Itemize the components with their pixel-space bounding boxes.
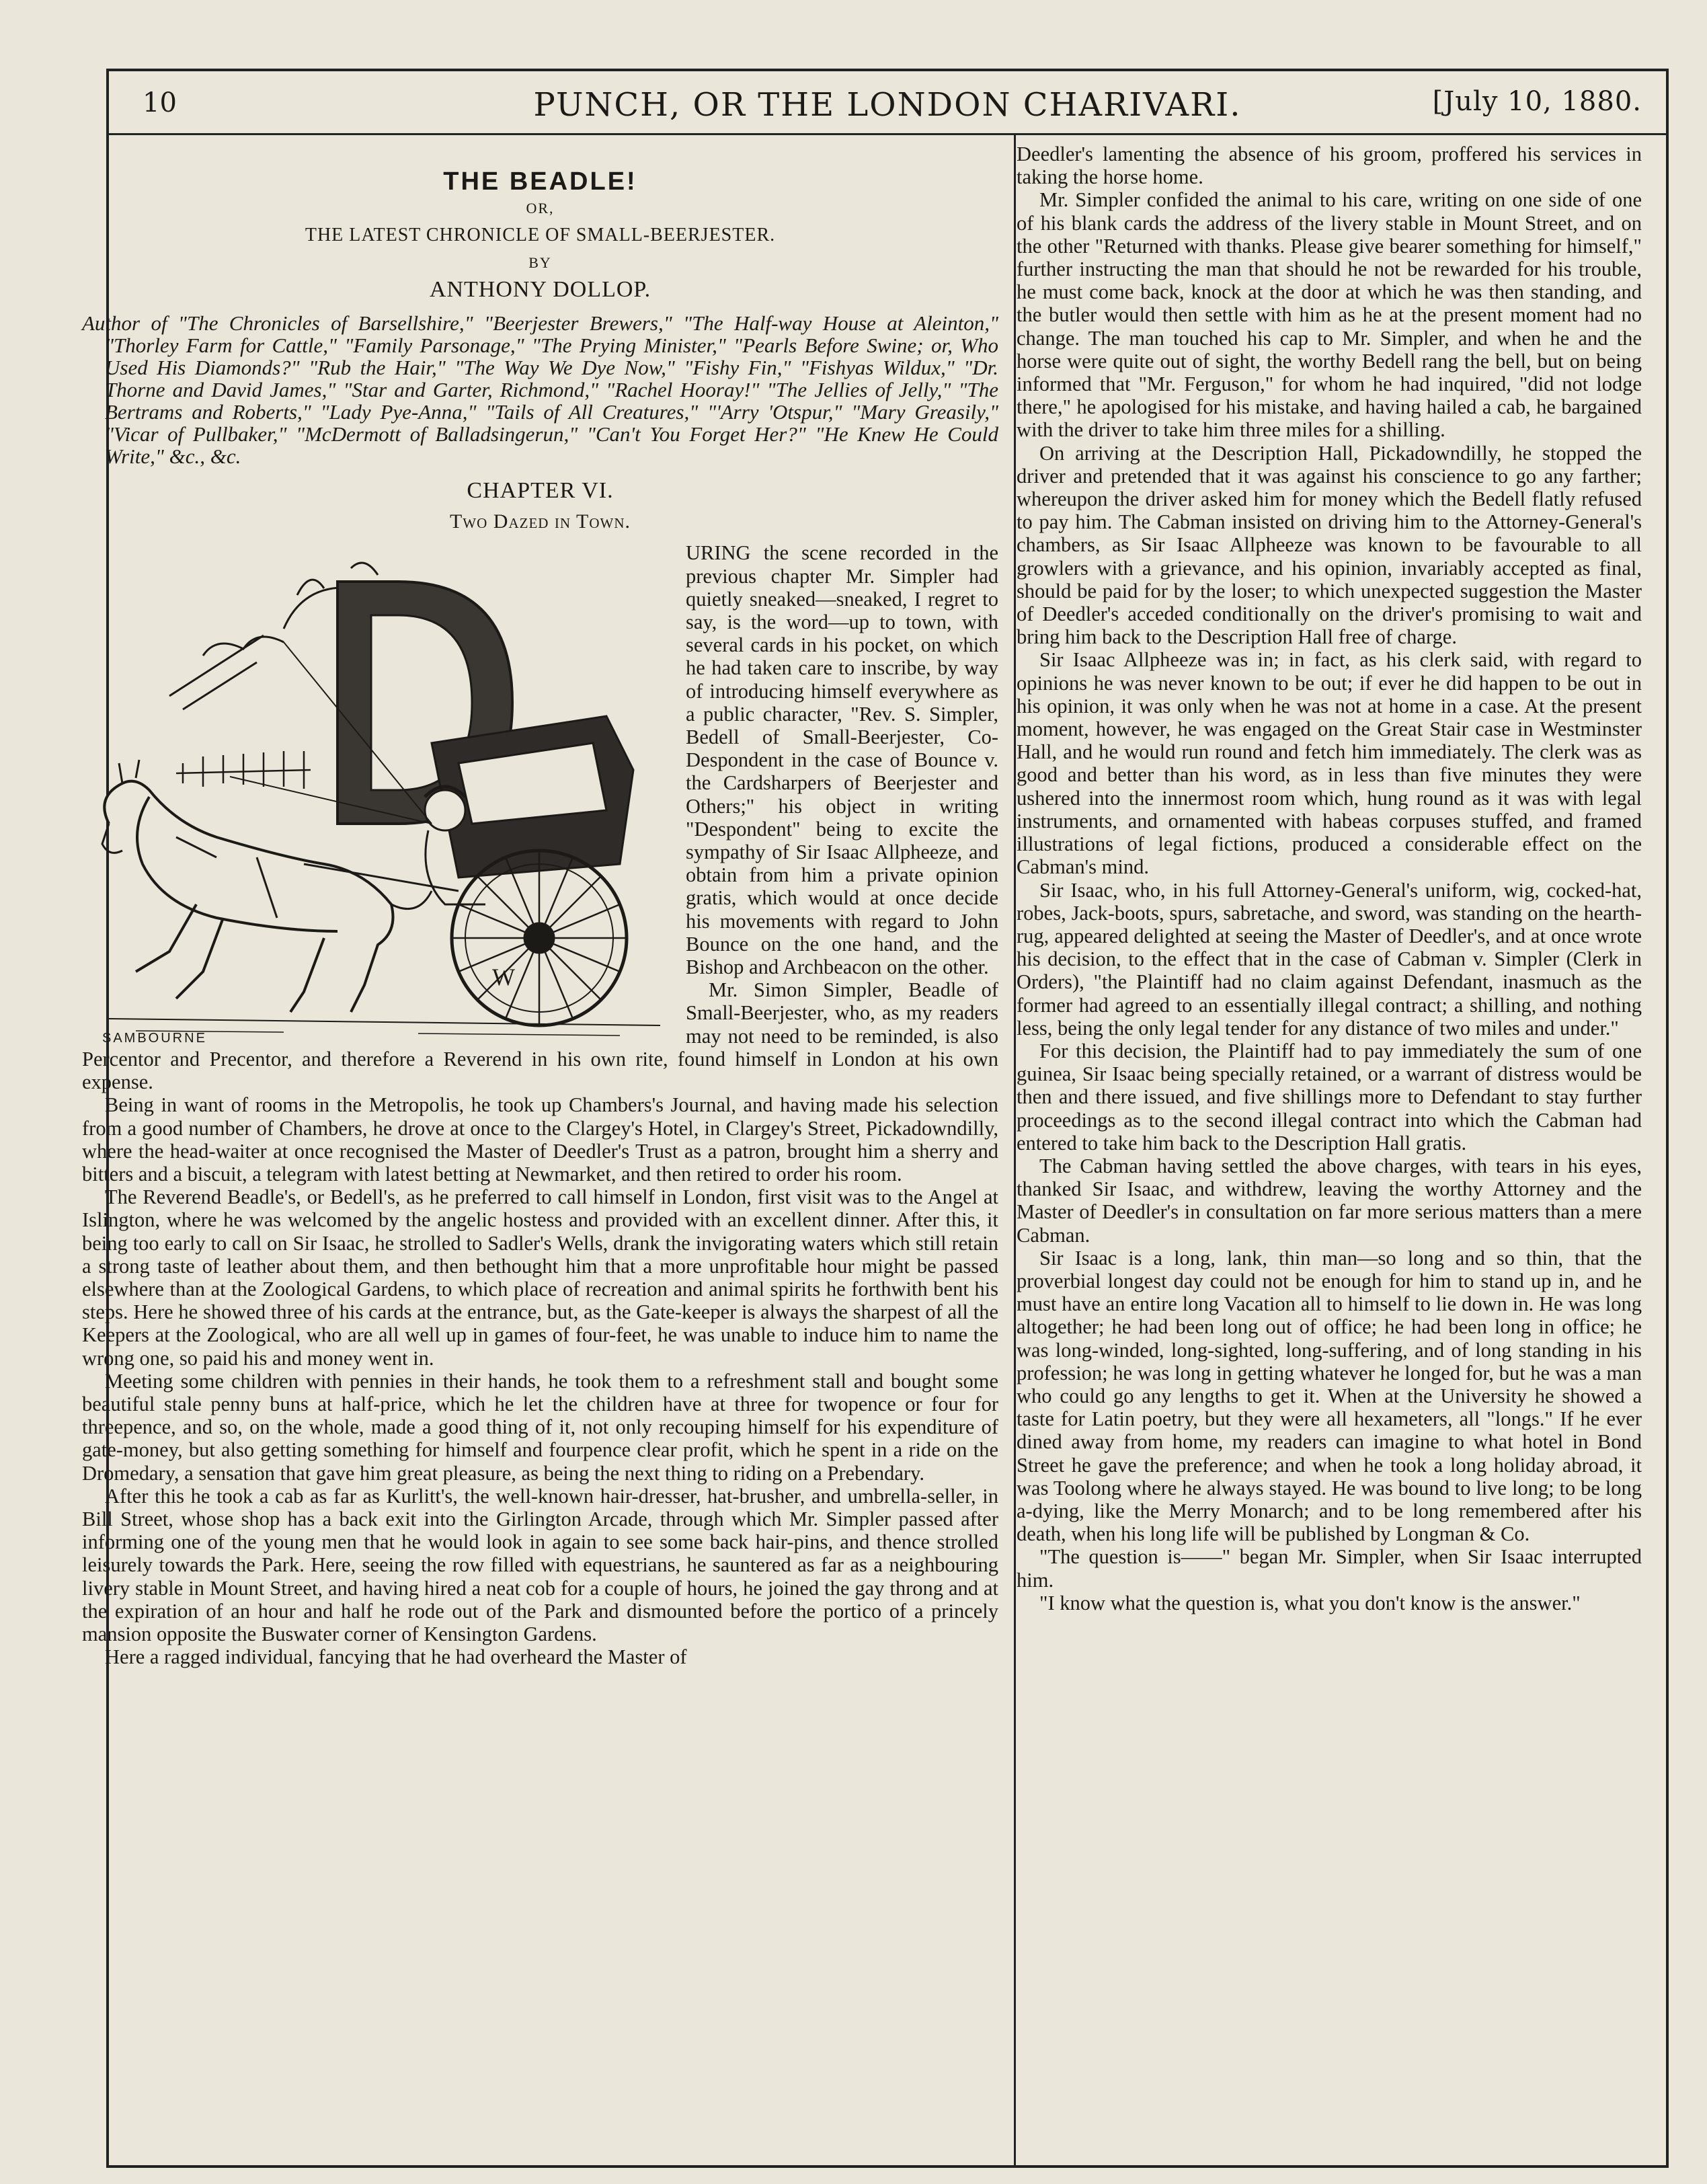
left-body (82, 978, 998, 1668)
right-column (1017, 143, 1642, 1614)
column-rule (1014, 133, 1016, 2168)
body-paragraph: Here a ragged individual, fancying that he had overheard the Master of (105, 1645, 687, 1669)
page-number: 10 (143, 87, 177, 118)
cab-lettering: W (492, 964, 515, 991)
chapter-subtitle: Two Dazed in Town. (449, 510, 631, 533)
byline-by: BY (528, 254, 552, 271)
article-author: ANTHONY DOLLOP. (429, 276, 651, 302)
body-paragraph: The Reverend Beadle's, or Bedell's, as he preferred to call himself in London, first visit was to the Angel at Islington, where he was welcomed by the angelic hostess and provided with an excellent dinner. After this, it being too early to call on Sir Isaac, he strolled to Sadler's Wells, drank the invigorating waters which still retain a strong taste of leather about them, and then bethought him that a more unprofitable hour might be passed elsewhere than at the Zoological Gardens, to which place of recreation and animal spirits he forthwith bent his steps. Here he showed three of his cards at the entrance, but, as the Gate-keeper is always the sharpest of all the Keepers at the Zoological, who are all well up in games of four-feet, he was unable to induce him to name the wrong one, so paid his and money went in. (82, 1185, 998, 1370)
body-paragraph: Mr. Simon Simpler, Beadle of Small-Beerjester, who, as my readers may not need to be reminded, is also Percentor and Precentor, and therefore a Reverend in his own rite, found himself in London at his own expense. (82, 978, 998, 1094)
body-paragraph: After this he took a cab as far as Kurlitt's, the well-known hair-dresser, hat-brusher, and umbrella-seller, in Bill Street, whose shop has a back exit into the Girlington Arcade, through which Mr. Simpler passed after informing one of the young men that he would look in again to see some back hair-pins, and thence strolled leisurely towards the Park. Here, seeing the row filled with equestrians, he sauntered as far as a neighbouring livery stable in Mount Street, and having hired a neat cob for a couple of hours, he joined the gay throng and at the expiration of an hour and half he rode out of the Park and dismounted before the portico of a princely mansion opposite the Buswater corner of Kensington Gardens. (82, 1484, 998, 1645)
body-paragraph: For this decision, the Plaintiff had to pay immediately the sum of one guinea, Sir Isaac being specially retained, or a warrant of distress would be then and there issued, and five shillings more to Defendant to stay further proceedings as to the second illegal contract into which the Cabman had entered to take him back to the Description Hall gratis. (1017, 1039, 1642, 1155)
illustrator-signature: SAMBOURNE (102, 1031, 207, 1046)
body-paragraph: Being in want of rooms in the Metropolis, he took up Chambers's Journal, and having made his selection from a good number of Chambers, he drove at once to the Clargey's Hotel, in Clargey's Street, Pickadowndilly, where the head-waiter at once recognised the Master of Deedler's Trust as a patron, brought him a sherry and bitters and a biscuit, a telegram with latest betting at Newmarket, and then retired to order his room. (82, 1093, 998, 1185)
title-or: OR, (526, 200, 555, 217)
body-paragraph: On arriving at the Description Hall, Pickadowndilly, he stopped the driver and pretended that it was against his conscience to go any farther; whereupon the driver asked him for money which the Bedell flatly refused to pay him. The Cabman insisted on driving him to the Attorney-General's chambers, as Sir Isaac Allpheeze was known to be favourable to all growlers with a grievance, and his opinion, invariably accepted as final, should be paid for by the loser; to which unexpected suggestion the Master of Deedler's acceded conditionally on the driver's promising to wait and bring him back to the Description Hall free of charge. (1017, 441, 1642, 649)
running-header (109, 71, 1666, 135)
body-paragraph: Mr. Simpler confided the animal to his care, writing on one side of one of his blank cards the address of the livery stable in Mount Street, and on the other "Returned with thanks. Please give bearer something for himself," further instructing the man that should he not be rewarded for his trouble, he must come back, knock at the door at which he was then standing, and the butler would then settle with him as he at the present moment had no change. The man touched his cap to Mr. Simpler, and when he and the horse were quite out of sight, the worthy Bedell rang the bell, but on being informed that "Mr. Ferguson," for whom he had inquired, "did not lodge there," he apologised for his mistake, and having hailed a cab, he bargained with the driver to take him three miles for a shilling. (1017, 188, 1642, 442)
cab-illustration (82, 541, 674, 1046)
chapter-heading: CHAPTER VI. (467, 478, 614, 504)
body-paragraph: Meeting some children with pennies in their hands, he took them to a refreshment stall and bought some beautiful stale penny buns at half-price, which he let the children have at three for twopence or four for threepence, and so, on the whole, made a good thing of it, not only recouping himself for his expenditure of gate-money, but also getting something for himself and fourpence clear profit, which he spent in a ride on the Dromedary, a sensation that gave him great pleasure, as being the next thing to riding on a Prebendary. (82, 1369, 998, 1485)
dropcap-paragraph: URING the scene recorded in the previous chapter Mr. Simpler had quietly sneaked—sneaked, I regret to say, is the word—up to town, with several cards in his pocket, on which he had taken care to inscribe, by way of introducing himself everywhere as a public character, "Rev. S. Simpler, Bedell of Small-Beerjester, Co-Despondent in the case of Bounce v. the Cardsharpers of Beerjester and Others;" his object in writing "Despondent" being to excite the sympathy of Sir Isaac Allpheeze, and obtain from him a private opinion gratis, which would at once decide his movements with regard to John Bounce on the one hand, and the Bishop and Archbeacon on the other. (686, 541, 998, 979)
article-title: THE BEADLE! (443, 167, 637, 196)
issue-date: [July 10, 1880. (1432, 86, 1642, 117)
body-paragraph: Deedler's lamenting the absence of his groom, proffered his services in taking the horse home. (1017, 143, 1642, 189)
article-subtitle: THE LATEST CHRONICLE OF SMALL-BEERJESTER. (305, 225, 776, 246)
body-paragraph: Sir Isaac, who, in his full Attorney-General's uniform, wig, cocked-hat, robes, Jack-boots, spurs, sabretache, and sword, was standing on the hearth-rug, appeared delighted at seeing the Master of Deedler's, and at once wrote his decision, to the effect that in the case of Cabman v. Simpler (Clerk in Orders), "the Plaintiff had no claim against Defendant, inasmuch as the former had agreed to an essentially illegal contract; a shilling, and nothing less, being the only legal tender for any distance of two miles and under." (1017, 878, 1642, 1040)
body-paragraph: Sir Isaac is a long, lank, thin man—so long and so thin, that the proverbial longest day could not be enough for him to stand up in, and he must have an entire long Vacation all to himself to lie down in. He was long altogether; he had been long out of office; he had been long in office; he was long-winded, long-sighted, long-suffering, and of long standing in his profession; he was long in getting whatever he longed for, but he was a man who could go any lengths to get it. When at the University he showed a taste for Latin poetry, but they were all hexameters, all "longs." If he ever dined away from home, my readers can imagine to what hotel in Bond Street he gave the preference; and when he took a long holiday abroad, it was Toolong where he always stayed. He was bound to live long; to be long a-dying, like the Merry Monarch; and to be long remembered after his death, when his long life will be published by Longman & Co. (1017, 1246, 1642, 1546)
body-paragraph: "The question is——" began Mr. Simpler, when Sir Isaac interrupted him. (1017, 1545, 1642, 1592)
body-paragraph: "I know what the question is, what you don't know is the answer." (1039, 1591, 1581, 1614)
body-paragraph: The Cabman having settled the above charges, with tears in his eyes, thanked Sir Isaac, and withdrew, leaving the worthy Attorney and the Master of Deedler's in consultation on far more serious matters than a mere Cabman. (1017, 1154, 1642, 1247)
publication-title: PUNCH, OR THE LONDON CHARIVARI. (533, 86, 1242, 124)
left-column (82, 165, 998, 1668)
body-paragraph: Sir Isaac Allpheeze was in; in fact, as his clerk said, with regard to opinions he was never known to be out; if ever he did happen to be out in his opinion, it was only when he was not at home in a case. At the present moment, however, he was engaged on the Great Stair case in Westminster Hall, and he would run round and fetch him immediately. The clerk was as good and better than his word, as in less than five minutes they were ushered into the innermost room which, hung round as it was with legal instruments, and ornamented with habeas corpuses stuffed, and framed illustrations of legal fictions, produced a considerable effect on the Cabman's mind. (1017, 648, 1642, 879)
author-credits: Author of "The Chronicles of Barsellshire," "Beerjester Brewers," "The Half-way House at Aleinton," "Thorley Farm for Cattle," "Family Parsonage," "The Prying Minister," "Pearls Before Swine; or, Who Used His Diamonds?" "Rub the Hair," "The Way We Dye Now," "Fishy Fin," "Fishyas Wildux," "Dr. Thorne and David James," "Star and Garter, Richmond," "Rachel Hooray!" "The Jellies of Jelly," "The Bertrams and Roberts," "Lady Pye-Anna," "Tails of All Creatures," "'Arry 'Otspur," "Mary Greasily," "Vicar of Pullbaker," "McDermott of Balladsingerun," "Can't You Forget Her?" "He Knew He Could Write," &c., &c. (82, 311, 998, 469)
